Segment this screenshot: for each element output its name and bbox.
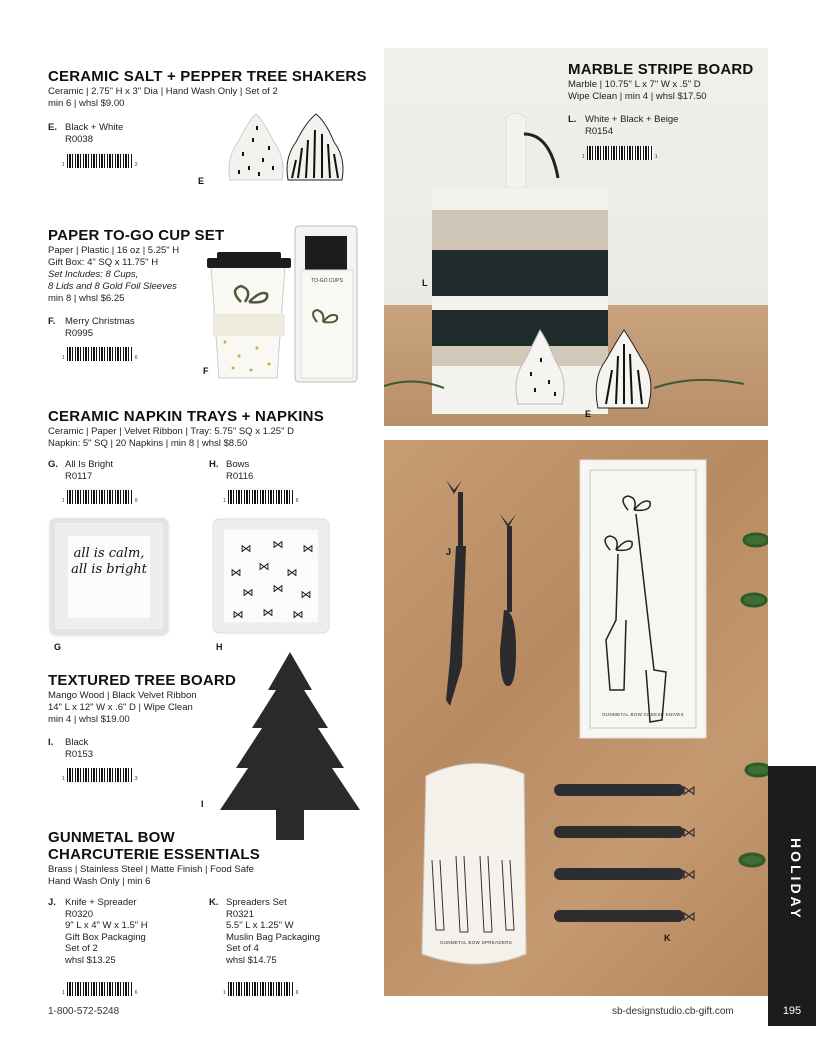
item-packaging: Gift Box Packaging (65, 931, 146, 943)
item-sku: R0321 (226, 908, 254, 920)
item-g (48, 459, 113, 482)
item-letter: H. (209, 459, 219, 470)
item-letter: K. (209, 897, 219, 908)
svg-text:⋈: ⋈ (682, 825, 696, 841)
svg-text:⋈: ⋈ (302, 542, 314, 555)
tree-board-spec: min 4 | whsl $19.00 (48, 714, 130, 725)
cups-photo (205, 222, 365, 384)
svg-text:⋈: ⋈ (232, 608, 244, 621)
gunmetal-title: GUNMETAL BOW (48, 829, 175, 846)
footer-phone: 1-800-572-5248 (48, 1006, 120, 1017)
barcode: 1 2 (60, 150, 140, 168)
shakers-spec: min 6 | whsl $9.00 (48, 98, 125, 109)
gunmetal-title: CHARCUTERIE ESSENTIALS (48, 846, 260, 863)
napkins-title: CERAMIC NAPKIN TRAYS + NAPKINS (48, 408, 324, 425)
marble-spec: Wipe Clean | min 4 | whsl $17.50 (568, 91, 707, 102)
cups-spec: Paper | Plastic | 16 oz | 5.25" H (48, 245, 180, 256)
item-dims: 5.5" L x 1.25" W (226, 920, 294, 931)
item-sku: R0154 (585, 125, 613, 137)
photo-letter-k: K (664, 933, 671, 943)
cups-spec: 8 Lids and 8 Gold Foil Sleeves (48, 281, 177, 292)
bag-label: GUNMETAL BOW SPREADERS (439, 940, 513, 945)
marble-board-photo (384, 48, 768, 426)
svg-text:⋈: ⋈ (682, 909, 696, 925)
item-name: Merry Christmas (65, 316, 135, 327)
item-name: Black (65, 737, 89, 748)
item-name: Knife + Spreader (65, 897, 137, 908)
item-sku: R0038 (65, 133, 93, 145)
gunmetal-spec: Hand Wash Only | min 6 (48, 876, 151, 887)
photo-letter-f: F (203, 366, 209, 376)
category-label: HOLIDAY (788, 838, 804, 921)
svg-text:TO-GO CUPS: TO-GO CUPS (311, 278, 343, 284)
photo-letter-h: H (216, 642, 223, 652)
item-name: All Is Bright (65, 459, 114, 470)
photo-letter-e: E (198, 176, 205, 186)
item-packaging: Muslin Bag Packaging (226, 931, 320, 943)
barcode: 1 6 (221, 486, 301, 504)
item-h (209, 459, 253, 482)
item-price: whsl $13.25 (65, 954, 116, 966)
svg-text:⋈: ⋈ (682, 783, 696, 799)
item-sku: R0117 (65, 470, 93, 482)
item-j (48, 897, 148, 966)
marble-title: MARBLE STRIPE BOARD (568, 61, 754, 78)
svg-text:⋈: ⋈ (230, 566, 242, 579)
svg-text:⋈: ⋈ (272, 582, 284, 595)
shakers-spec: Ceramic | 2.75" H x 3" Dia | Hand Wash Only | Set of 2 (48, 86, 278, 97)
napkin-script: all is calm, all is bright (68, 536, 150, 618)
svg-text:⋈: ⋈ (258, 560, 270, 573)
item-sku: R0995 (65, 327, 93, 339)
page-number: 195 (768, 996, 816, 1026)
cups-spec: min 8 | whsl $6.25 (48, 293, 125, 304)
svg-text:⋈: ⋈ (682, 867, 696, 883)
category-tab (768, 766, 816, 996)
photo-letter-g: G (54, 642, 62, 652)
tree-board-title: TEXTURED TREE BOARD (48, 672, 236, 689)
item-price: whsl $14.75 (226, 954, 277, 966)
photo-letter-j: J (446, 547, 452, 557)
shakers-title: CERAMIC SALT + PEPPER TREE SHAKERS (48, 68, 367, 85)
gunmetal-photo (384, 440, 768, 996)
item-e (48, 122, 123, 145)
item-letter: E. (48, 122, 57, 133)
barcode: 1 6 (60, 978, 140, 996)
item-letter: F. (48, 316, 56, 327)
cups-title: PAPER TO-GO CUP SET (48, 227, 225, 244)
item-name: Black + White (65, 122, 124, 133)
footer-url[interactable]: sb-designstudio.cb-gift.com (612, 1006, 734, 1017)
item-dims: 9" L x 4" W x 1.5" H (65, 920, 148, 931)
gunmetal-spec: Brass | Stainless Steel | Matte Finish | Food Safe (48, 864, 254, 875)
item-letter: L. (568, 114, 577, 125)
cups-spec: Gift Box: 4" SQ x 11.75" H (48, 257, 159, 268)
tree-board-spec: Mango Wood | Black Velvet Ribbon (48, 690, 197, 701)
svg-text:⋈: ⋈ (272, 538, 284, 551)
svg-text:⋈: ⋈ (242, 586, 254, 599)
photo-letter-e: E (585, 409, 592, 419)
item-letter: I. (48, 737, 54, 748)
cups-spec: Set Includes: 8 Cups, (48, 269, 139, 280)
napkin-tray-g (50, 518, 168, 634)
barcode: 1 6 (60, 343, 140, 361)
barcode: 1 1 (580, 142, 660, 160)
item-name: White + Black + Beige (585, 114, 679, 125)
item-i (48, 737, 93, 760)
item-f (48, 316, 135, 339)
box-label: GUNMETAL BOW CHEESE KNIVES (602, 712, 684, 717)
barcode: 1 3 (60, 764, 140, 782)
item-k (209, 897, 320, 966)
item-letter: G. (48, 459, 59, 470)
napkin-tray-h (212, 518, 330, 634)
tree-board-spec: 14" L x 12" W x .6" D | Wipe Clean (48, 702, 193, 713)
photo-letter-l: L (422, 278, 428, 288)
svg-text:⋈: ⋈ (292, 608, 304, 621)
svg-text:⋈: ⋈ (240, 542, 252, 555)
napkins-spec: Ceramic | Paper | Velvet Ribbon | Tray: 5.75" SQ x 1.25" D (48, 426, 294, 437)
item-name: Spreaders Set (226, 897, 287, 908)
item-sku: R0153 (65, 748, 93, 760)
napkins-spec: Napkin: 5" SQ | 20 Napkins | min 8 | whsl $8.50 (48, 438, 248, 449)
svg-text:⋈: ⋈ (286, 566, 298, 579)
svg-text:⋈: ⋈ (300, 588, 312, 601)
svg-text:⋈: ⋈ (262, 606, 274, 619)
shakers-photo (218, 108, 358, 188)
photo-letter-i: I (201, 799, 204, 809)
marble-spec: Marble | 10.75" L x 7" W x .5" D (568, 79, 701, 90)
item-letter: J. (48, 897, 56, 908)
item-name: Bows (226, 459, 250, 470)
item-sku: R0320 (65, 908, 93, 920)
tree-board-photo (220, 650, 360, 842)
item-set: Set of 2 (65, 943, 98, 954)
item-l (568, 114, 678, 137)
barcode: 1 9 (60, 486, 140, 504)
item-set: Set of 4 (226, 943, 259, 954)
item-sku: R0116 (226, 470, 254, 482)
barcode: 1 6 (221, 978, 301, 996)
